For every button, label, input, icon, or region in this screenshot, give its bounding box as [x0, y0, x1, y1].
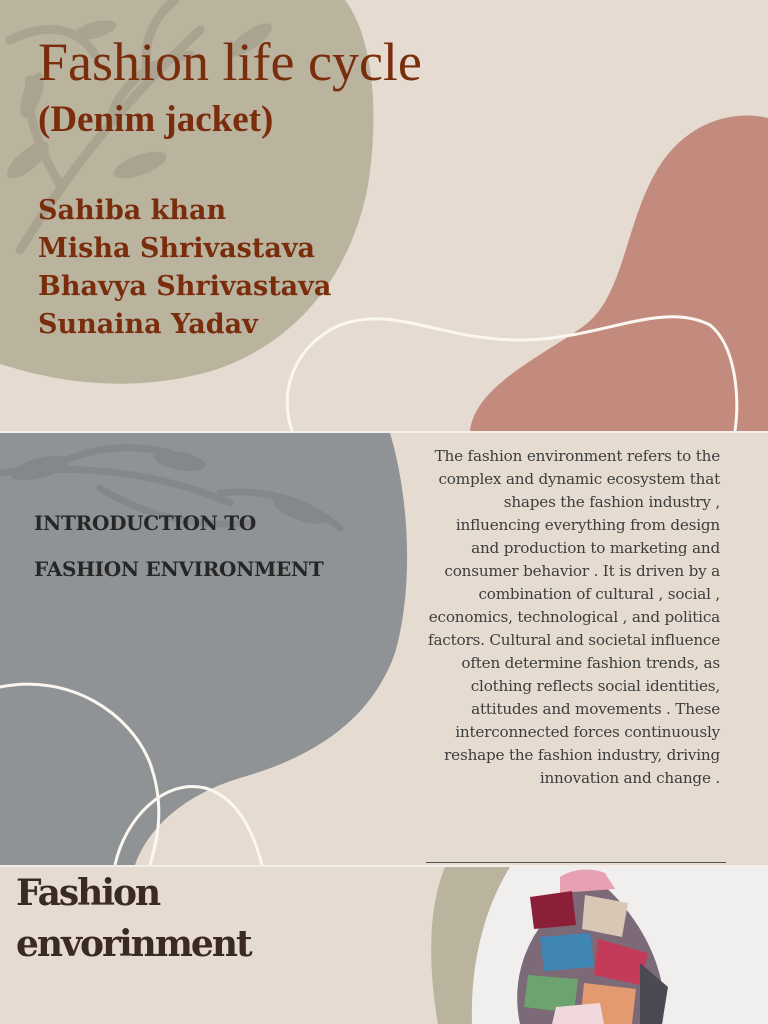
intro-paragraph: The fashion environment refers to the complex and dynamic ecosystem that shapes the fashion industry , influencing everything from design and production to marketing and consumer behavior . It is driven by a combination of cultural , social , economics, technological , and politica factors. Cultural and societal influence often determine fashion trends, as clothing reflects social identities, attitudes and movements . These interconnected forces continuously reshape the fashion industry, driving innovation and change . — [428, 447, 720, 787]
cover-slide — [0, 0, 768, 431]
author-name: Bhavya Shrivastava — [38, 271, 332, 302]
intro-heading-line1: INTRODUCTION TO — [34, 511, 256, 535]
author-list — [38, 192, 331, 344]
author-name: Sunaina Yadav — [38, 309, 258, 340]
environment-title-line1: Fashion — [16, 872, 160, 914]
presentation-subtitle: (Denim jacket) — [38, 99, 274, 140]
author-name: Sahiba khan — [38, 195, 227, 226]
author-name: Misha Shrivastava — [38, 233, 316, 264]
intro-heading-line2: FASHION ENVIRONMENT — [34, 557, 324, 581]
environment-title — [16, 868, 251, 970]
presentation-title: Fashion life cycle — [38, 32, 422, 92]
paragraph-underline — [426, 862, 726, 863]
environment-title-line2: envorinment — [16, 923, 251, 965]
